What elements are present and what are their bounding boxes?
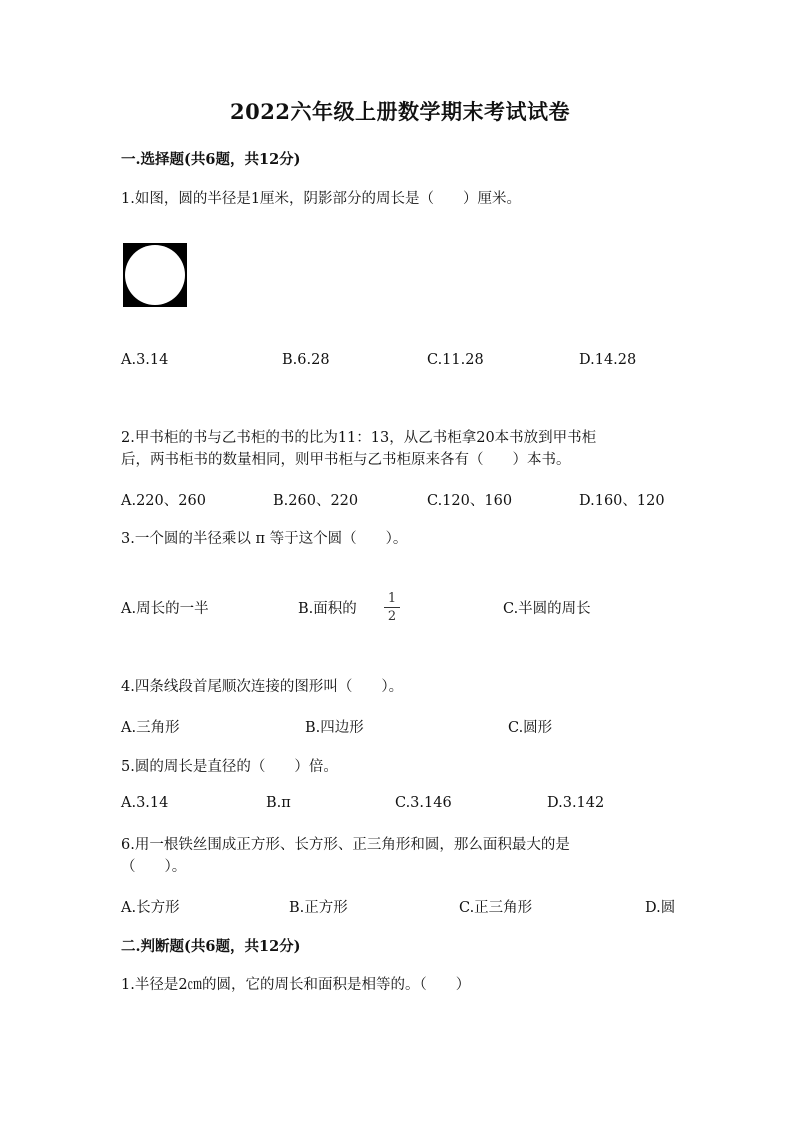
section-heading-choice: 一.选择题(共6题，共12分) [121,151,301,168]
q5-option-b: B.π [266,795,291,811]
fraction-denominator: 2 [387,609,397,624]
circle-in-square-figure [123,243,187,307]
judge-question-1: 1.半径是2㎝的圆，它的周长和面积是相等的。（ ） [121,977,471,993]
q4-option-a: A.三角形 [121,720,180,736]
page-title: 2022六年级上册数学期末考试试卷 [230,99,570,124]
fraction-one-half [384,591,400,624]
question-5: 5.圆的周长是直径的（ ）倍。 [121,759,338,775]
q2-option-b: B.260、220 [273,493,359,509]
fraction-bar [384,607,400,608]
question-6-line-1: 6.用一根铁丝围成正方形、长方形、正三角形和圆，那么面积最大的是 [121,837,570,853]
q4-option-c: C.圆形 [508,720,553,736]
q4-option-b: B.四边形 [305,720,364,736]
q5-option-d: D.3.142 [547,795,605,811]
question-6-line-2: （ ）。 [121,859,187,875]
q6-option-c: C.正三角形 [459,900,533,916]
q6-option-a: A.长方形 [121,900,180,916]
q2-option-a: A.220、260 [121,493,206,509]
q3-option-b: B.面积的 [298,601,357,617]
q1-option-c: C.11.28 [427,352,484,368]
q1-option-b: B.6.28 [282,352,330,368]
fraction-numerator: 1 [387,591,397,606]
question-2-line-2: 后，两书柜书的数量相同，则甲书柜与乙书柜原来各有（ ）本书。 [121,452,571,468]
question-3: 3.一个圆的半径乘以 π 等于这个圆（ ）。 [121,531,408,547]
q3-option-a: A.周长的一半 [121,601,209,617]
question-1: 1.如图，圆的半径是1厘米，阴影部分的周长是（ ）厘米。 [121,191,522,207]
question-4: 4.四条线段首尾顺次连接的图形叫（ ）。 [121,679,404,695]
q6-option-b: B.正方形 [289,900,348,916]
q2-option-d: D.160、120 [579,493,665,509]
q1-option-d: D.14.28 [579,352,637,368]
q5-option-c: C.3.146 [395,795,452,811]
q1-option-a: A.3.14 [121,352,169,368]
section-heading-judge: 二.判断题(共6题，共12分) [121,938,301,955]
q6-option-d: D.圆 [645,900,676,916]
circle-shape [125,245,185,305]
question-2-line-1: 2.甲书柜的书与乙书柜的书的比为11：13，从乙书柜拿20本书放到甲书柜 [121,430,597,446]
q5-option-a: A.3.14 [121,795,169,811]
q3-option-c: C.半圆的周长 [503,601,591,617]
q2-option-c: C.120、160 [427,493,513,509]
